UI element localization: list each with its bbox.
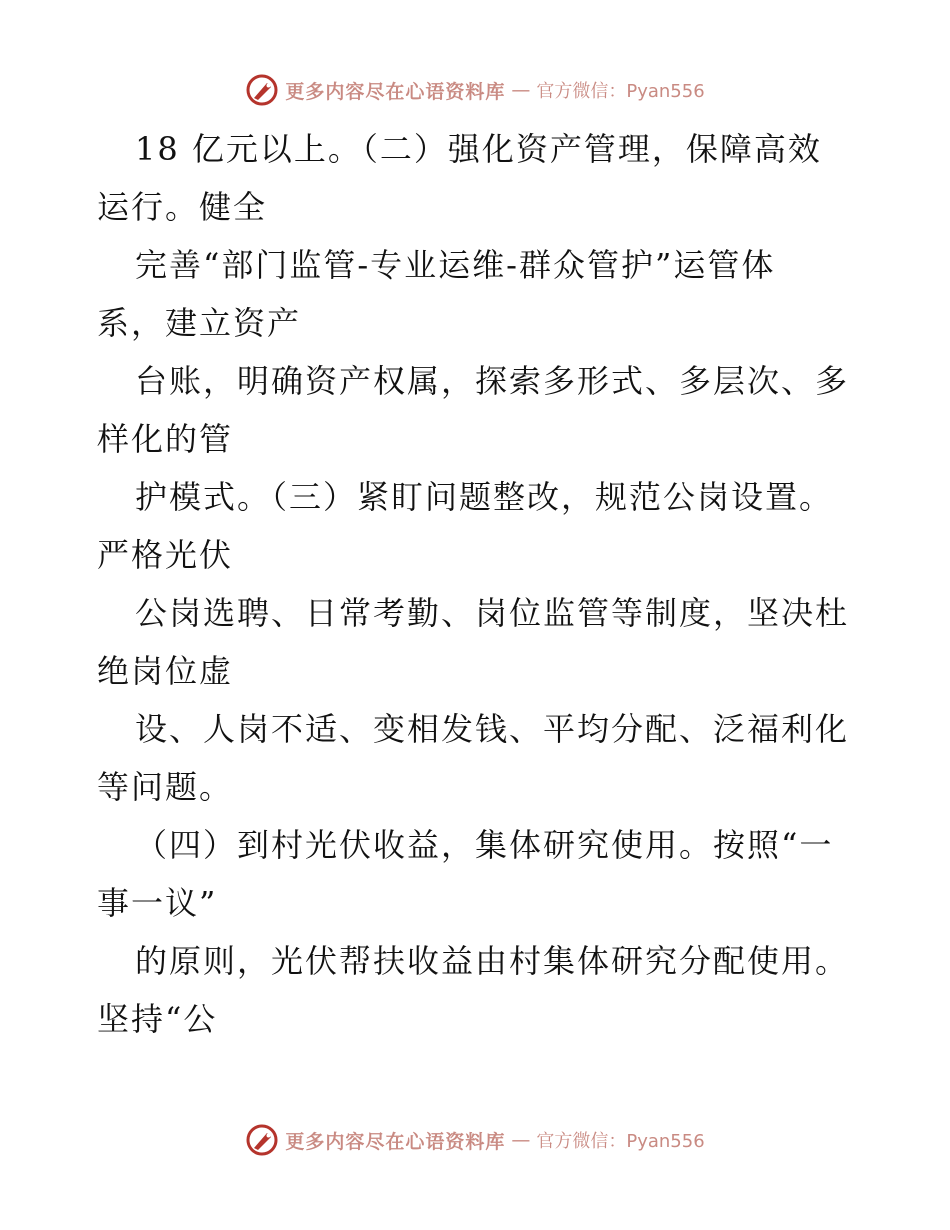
body-line: 完善“部门监管-专业运维-群众管护”运管体 [135,246,776,284]
body-line: （四）到村光伏收益，集体研究使用。按照“一 [135,826,834,864]
pen-nib-logo-icon [245,73,279,107]
watermark-dash: — [511,79,531,101]
body-line: 运行。健全 [97,188,268,226]
watermark-wechat-text: 官方微信：Pyan556 [536,81,705,102]
body-line: 绝岗位虚 [97,652,234,690]
body-line: 18 亿元以上。（二）强化资产管理，保障高效 [135,130,822,168]
pen-nib-logo-icon [245,1123,279,1157]
body-line: 事一议” [97,884,218,922]
header-watermark [0,72,950,108]
body-line: 设、人岗不适、变相发钱、平均分配、泛福利化 [135,710,850,748]
watermark-wechat-text: 官方微信：Pyan556 [536,1131,705,1152]
body-line: 严格光伏 [97,536,234,574]
body-line: 系，建立资产 [97,304,302,342]
body-line: 坚持“公 [97,1000,218,1038]
body-line: 等问题。 [97,768,234,806]
watermark-site-text: 更多内容尽在心语资料库 [285,80,506,103]
body-line: 样化的管 [97,420,234,458]
body-line: 公岗选聘、日常考勤、岗位监管等制度，坚决杜 [135,594,850,632]
body-line: 护模式。（三）紧盯问题整改，规范公岗设置。 [135,478,834,516]
watermark-site-text: 更多内容尽在心语资料库 [285,1130,506,1153]
watermark-dash: — [511,1129,531,1151]
body-line: 的原则，光伏帮扶收益由村集体研究分配使用。 [135,942,850,980]
body-line: 台账，明确资产权属，探索多形式、多层次、多 [135,362,850,400]
footer-watermark [0,1122,950,1158]
document-body [97,120,857,1048]
